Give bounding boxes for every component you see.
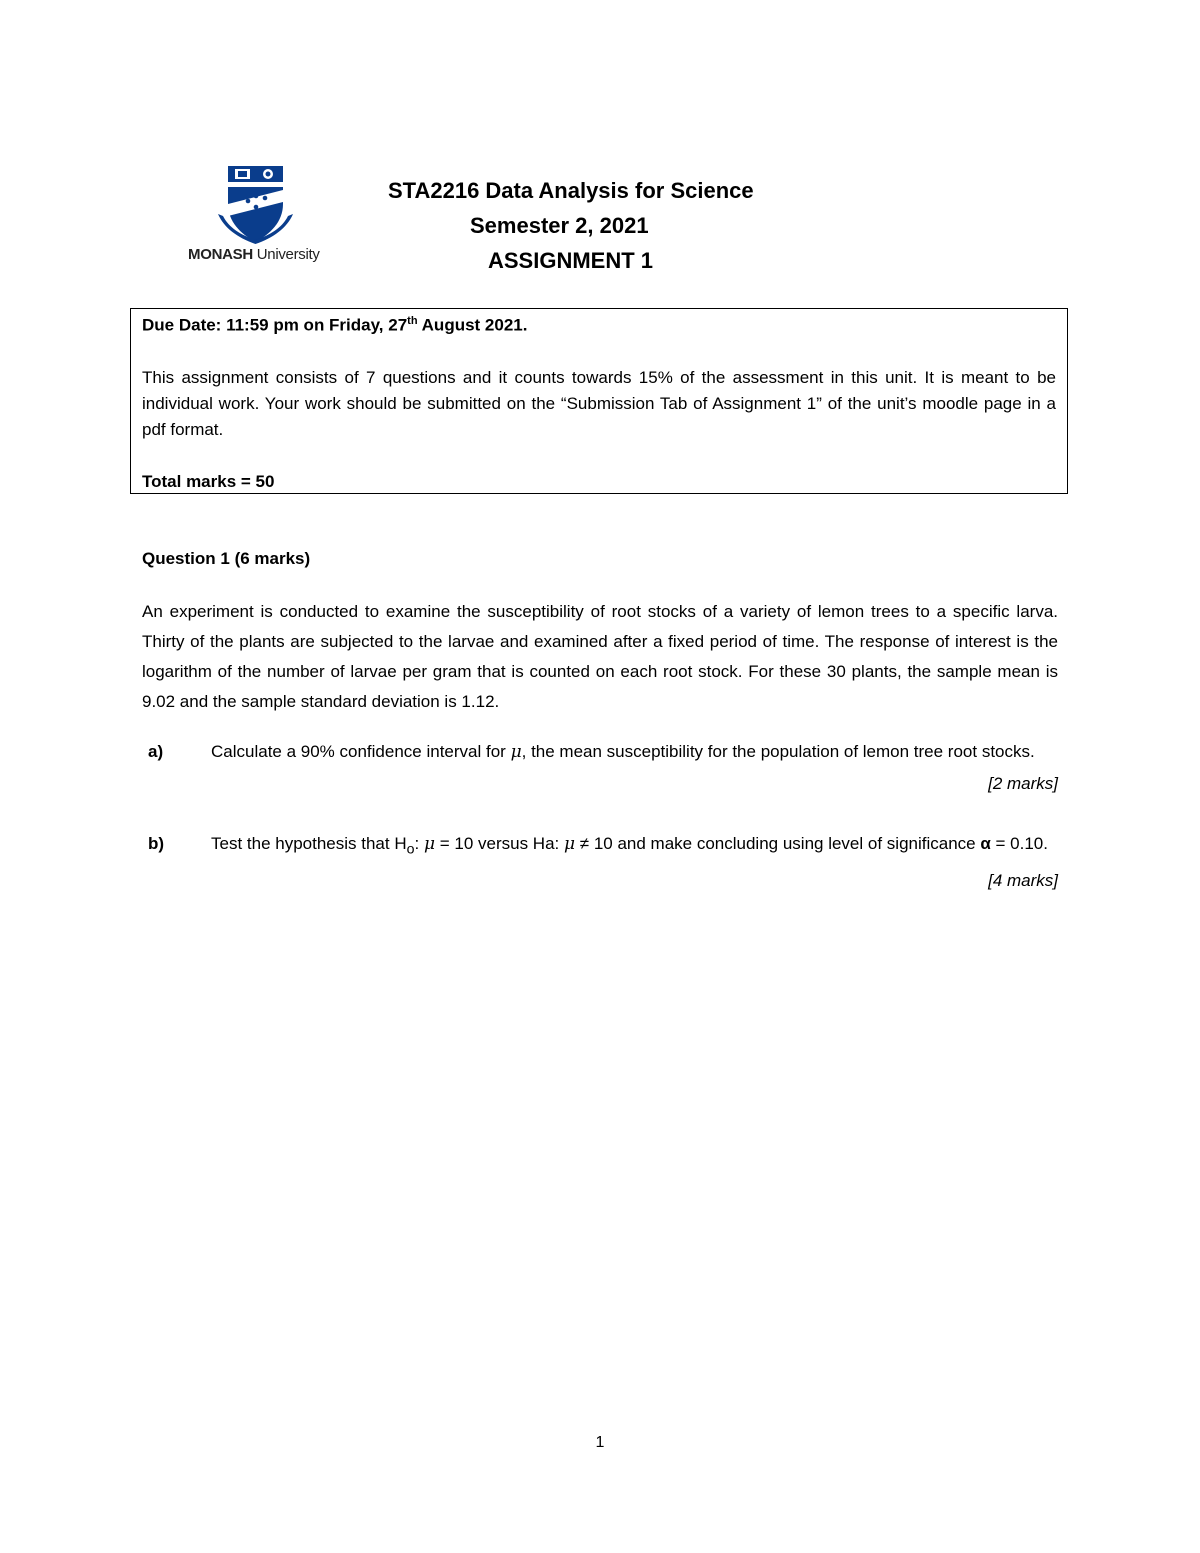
- monash-crest-icon: [218, 164, 293, 244]
- due-date: Due Date: 11:59 pm on Friday, 27th August 2021.: [142, 315, 528, 335]
- assignment-title: ASSIGNMENT 1: [488, 248, 654, 273]
- part-marks: [2 marks]: [988, 774, 1058, 793]
- total-marks: Total marks = 50: [142, 472, 275, 491]
- part-label: a): [148, 742, 164, 761]
- part-text: Calculate a 90% confidence interval for μ, the mean susceptibility for the population of lemon tree root stocks. [2 marks]: [211, 736, 1058, 768]
- page-number: 1: [595, 1434, 605, 1451]
- question-1-heading: Question 1 (6 marks): [142, 549, 311, 568]
- part-marks: [4 marks]: [988, 871, 1058, 891]
- monash-logo: [188, 164, 323, 264]
- assignment-info-box: [130, 308, 1068, 494]
- question-part-b: [142, 828, 1058, 896]
- monash-wordmark: MONASH University: [188, 246, 320, 263]
- part-text: Test the hypothesis that $H_o$: μ = 10 versus Ha: μ ≠ 10 and make concluding using level of significance α = 0.10. [4 marks]: [211, 828, 1058, 865]
- question-1-body: An experiment is conducted to examine the susceptibility of root stocks of a variety of lemon trees to a specific larva. Thirty of the plants are subjected to the larvae and examined after a fixed period of time. The response of interest is the logarithm of the number of larvae per gram that is counted on each root stock. For these 30 plants, the sample mean is 9.02 and the sample standard deviation is 1.12.: [142, 602, 1058, 711]
- part-label: b): [148, 834, 165, 853]
- question-part-a: [142, 736, 1058, 799]
- semester-title: Semester 2, 2021: [470, 213, 649, 238]
- assignment-description: This assignment consists of 7 questions and it counts towards 15% of the assessment in this unit. It is meant to be individual work. Your work should be submitted on the “Submission Tab of Assignment 1” of the unit’s moodle page in a pdf format.: [142, 368, 1056, 439]
- course-title: STA2216 Data Analysis for Science: [388, 178, 754, 203]
